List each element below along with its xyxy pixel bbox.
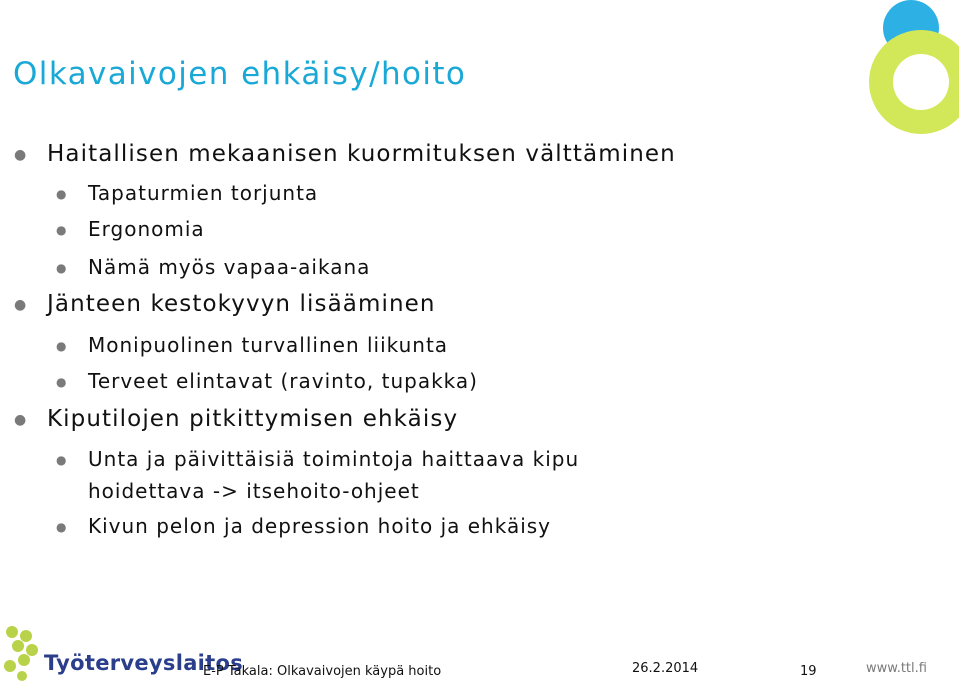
sub-bullet-item: [56, 181, 319, 205]
footer-title: E-P Takala: Olkavaivojen käypä hoito: [203, 664, 442, 679]
page-number: 19: [800, 664, 817, 679]
sub-bullet-text: Unta ja päivittäisiä toimintoja haittaava kipu: [88, 447, 580, 471]
bullet-text: Jänteen kestokyvyn lisääminen: [47, 291, 436, 317]
sub-bullet-item: [56, 369, 478, 393]
bullet-item: [14, 406, 459, 432]
decorative-circles-icon: [809, 0, 959, 135]
bullet-dot-icon: ●: [56, 223, 68, 237]
bullet-dot-icon: ●: [56, 375, 68, 389]
sub-bullet-item: [56, 447, 580, 471]
sub-bullet-text: Nämä myös vapaa-aikana: [88, 255, 371, 279]
bullet-dot-icon: ●: [56, 520, 68, 534]
bullet-dot-icon: ●: [56, 339, 68, 353]
sub-bullet-text: Ergonomia: [88, 217, 205, 241]
bullet-dot-icon: ●: [56, 453, 68, 467]
page-title: Olkavaivojen ehkäisy/hoito: [13, 56, 467, 92]
sub-bullet-text: Terveet elintavat (ravinto, tupakka): [88, 369, 478, 393]
bullet-dot-icon: ●: [14, 297, 28, 313]
sub-bullet-text: Tapaturmien torjunta: [88, 181, 319, 205]
bullet-item: [14, 141, 676, 167]
bullet-text: Kiputilojen pitkittymisen ehkäisy: [47, 406, 459, 432]
sub-bullet-item: [56, 514, 552, 538]
sub-bullet-item: [56, 217, 205, 241]
bullet-dot-icon: ●: [14, 412, 28, 428]
bullet-dot-icon: ●: [56, 187, 68, 201]
sub-bullet-item: [56, 255, 371, 279]
sub-bullet-continuation: [88, 479, 420, 503]
sub-bullet-text: Kivun pelon ja depression hoito ja ehkäisy: [88, 514, 552, 538]
footer-date: 26.2.2014: [632, 661, 699, 676]
footer-website-link[interactable]: www.ttl.fi: [866, 661, 927, 676]
sub-bullet-text: hoidettava -> itsehoito-ohjeet: [88, 479, 420, 503]
bullet-text: Haitallisen mekaanisen kuormituksen välttäminen: [47, 141, 676, 167]
bullet-dot-icon: ●: [14, 147, 28, 163]
bullet-item: [14, 291, 436, 317]
sub-bullet-item: [56, 333, 449, 357]
logo-text: Työterveyslaitos: [44, 651, 244, 675]
bullet-dot-icon: ●: [56, 261, 68, 275]
sub-bullet-text: Monipuolinen turvallinen liikunta: [88, 333, 449, 357]
deco-white-circle: [893, 54, 949, 110]
